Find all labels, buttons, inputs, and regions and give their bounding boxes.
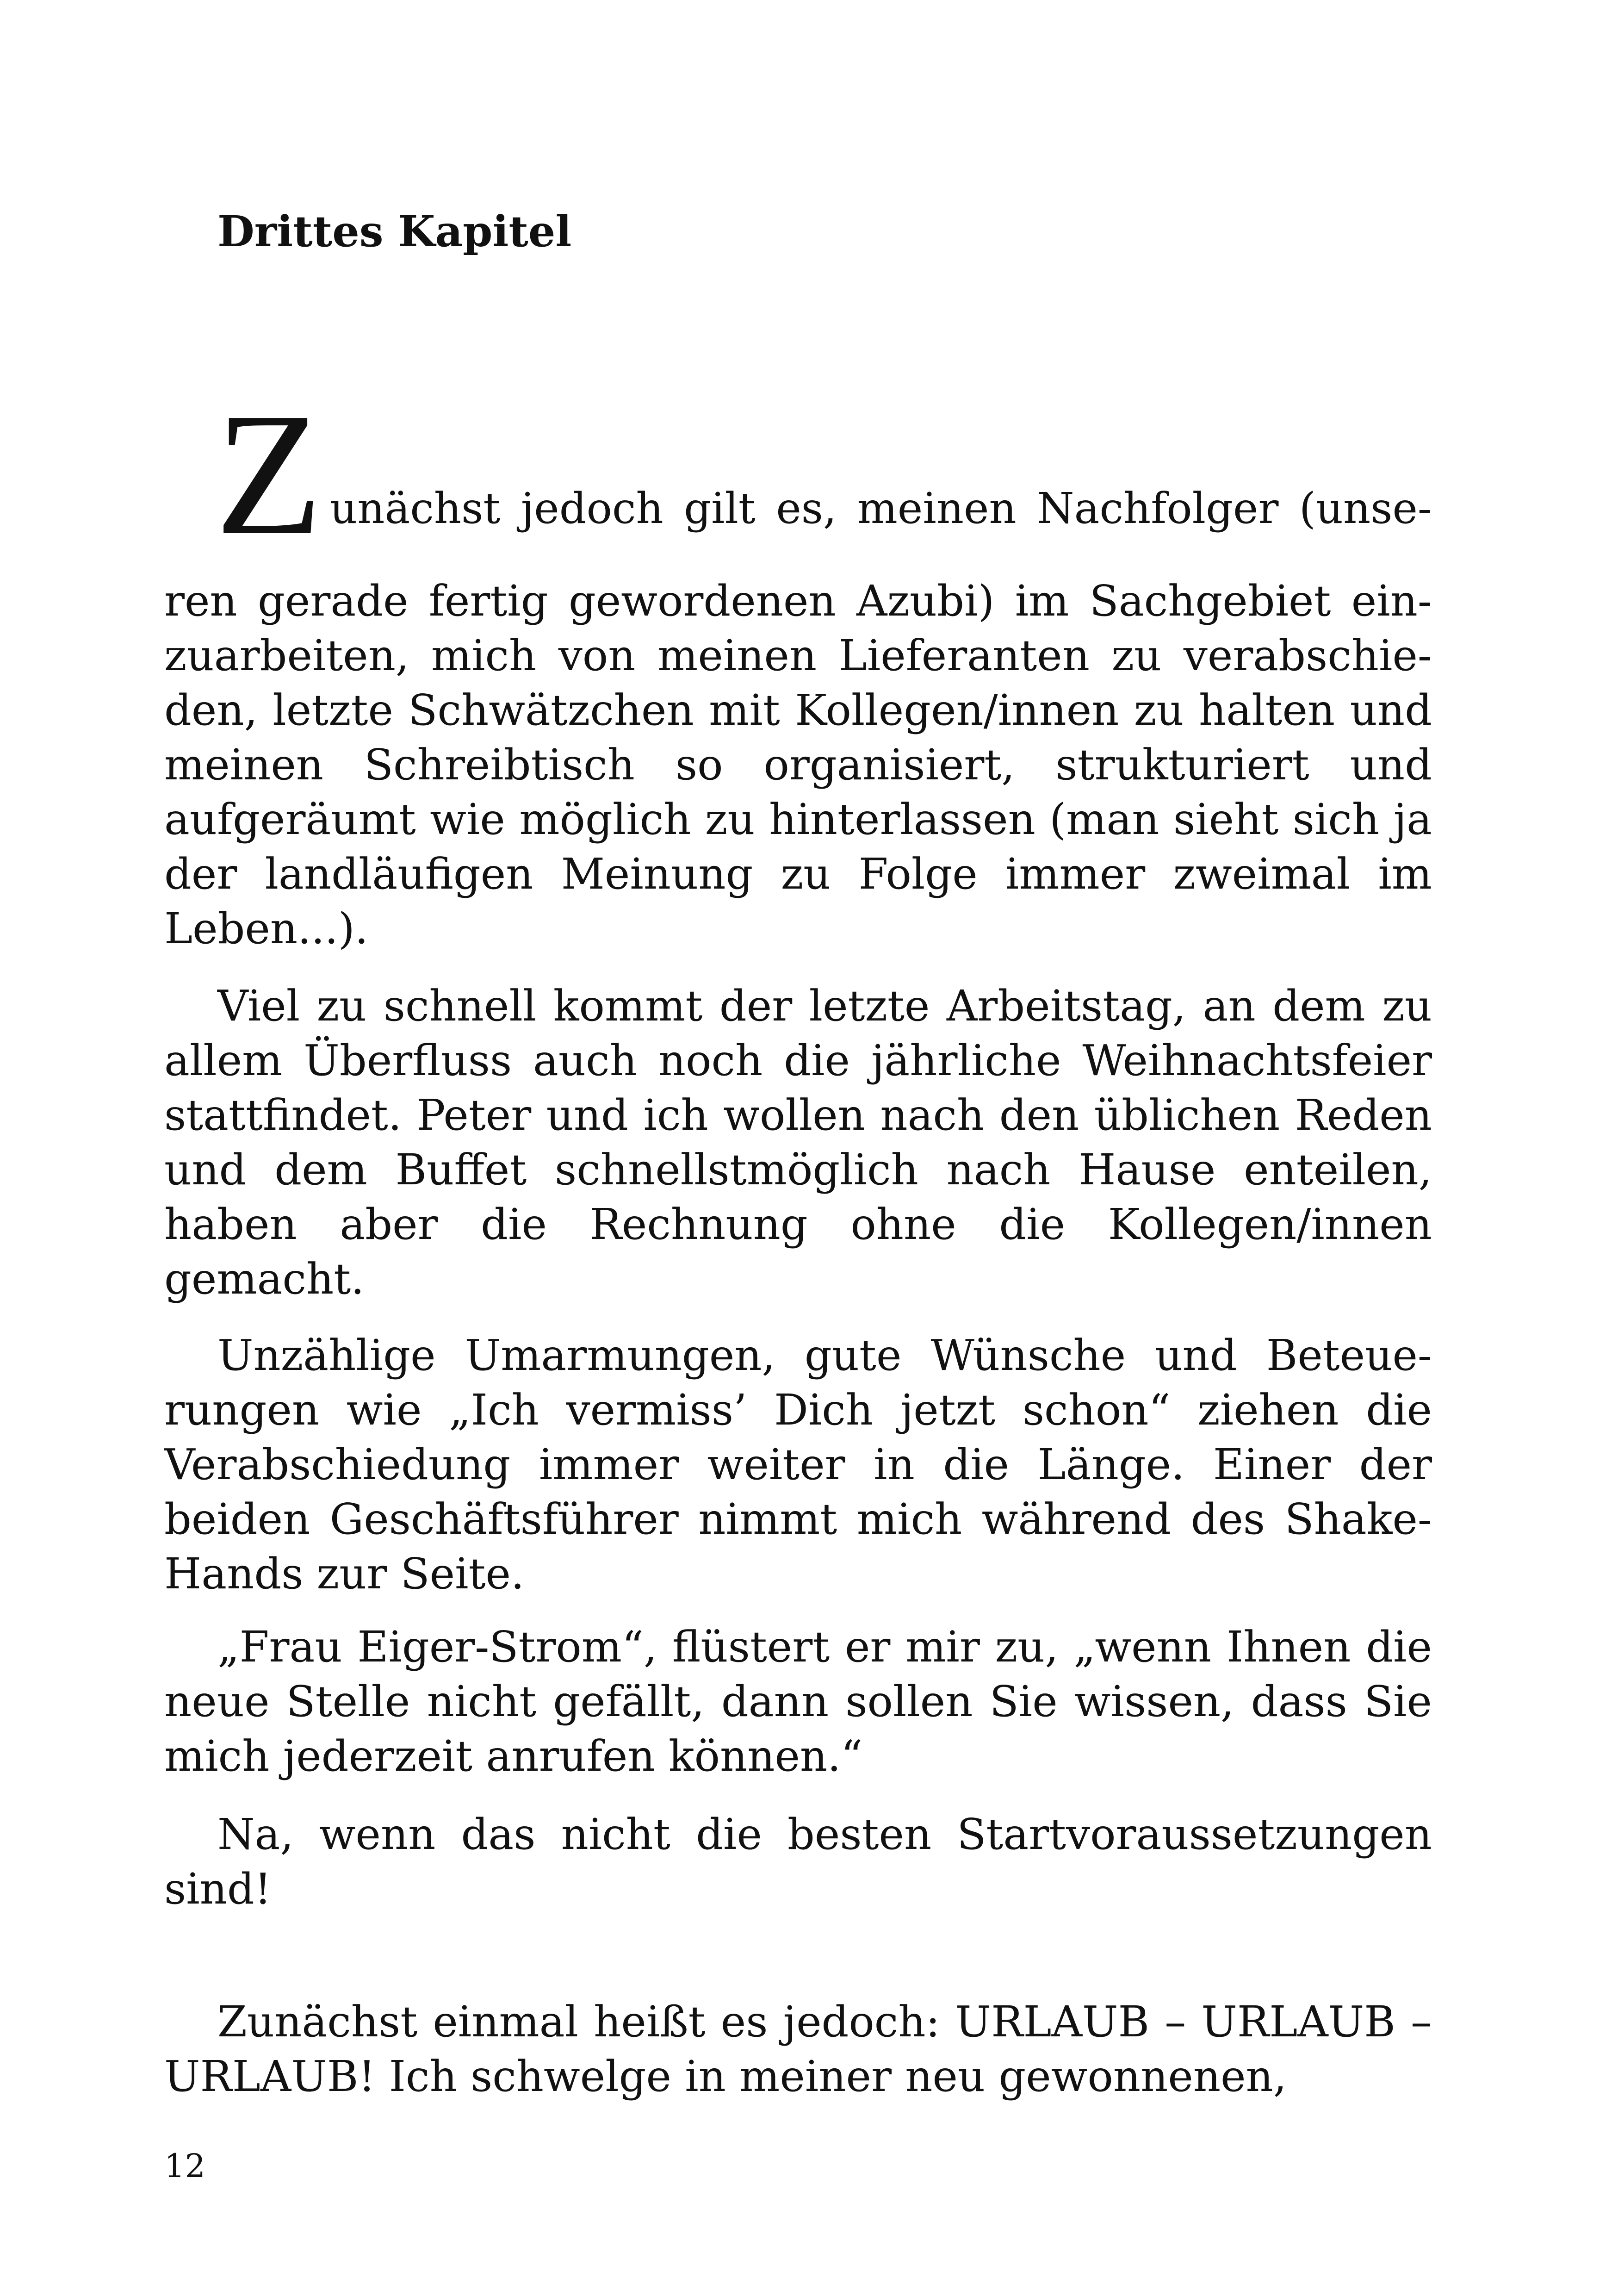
paragraph-4: „Frau Eiger-Strom“, flüstert er mir zu, „wenn Ihnen die neue Stelle nicht gefällt, dann sollen Sie wissen, dass Sie mich jederzeit anrufen können.“ xyxy=(164,1622,1432,1781)
paragraph-5: Na, wenn das nicht die besten Startvoraussetzungen sind! xyxy=(164,1810,1432,1914)
drop-cap-letter: Z xyxy=(215,377,323,572)
page-number: 12 xyxy=(164,2147,206,2185)
paragraph-3: Unzählige Umarmungen, gute Wünsche und Beteuerungen wie „Ich vermiss’ Dich jetzt schon“ ziehen die Verabschiedung immer weiter in die Länge. Einer der beiden Geschäftsführer nimmt mich während des Shake-Hands zur Seite. xyxy=(164,1331,1432,1599)
opening-line-text: unächst jedoch gilt es, meinen Nachfolger (unse- xyxy=(330,484,1432,533)
chapter-title: Drittes Kapitel xyxy=(217,206,572,256)
paragraph-6: Zunächst einmal heißt es jedoch: URLAUB – URLAUB – URLAUB! Ich schwelge in meiner neu gewonnenen, xyxy=(164,1997,1432,2101)
paragraph-1: ren gerade fertig gewordenen Azubi) im Sachgebiet einzuarbeiten, mich von meinen Lieferanten zu verabschieden, letzte Schwätzchen mit Kollegen/innen zu halten und meinen Schreibtisch so organisiert, strukturiert und aufgeräumt wie möglich zu hinterlassen (man sieht sich ja der landläufigen Meinung zu Folge immer zweimal im Leben...). xyxy=(164,576,1432,953)
opening-line xyxy=(164,377,1432,572)
paragraph-2: Viel zu schnell kommt der letzte Arbeitstag, an dem zu allem Überfluss auch noch die jährliche Weihnachtsfeier stattfindet. Peter und ich wollen nach den üblichen Reden und dem Buffet schnellstmöglich nach Hause enteilen, haben aber die Rechnung ohne die Kollegen/innen gemacht. xyxy=(164,981,1432,1304)
